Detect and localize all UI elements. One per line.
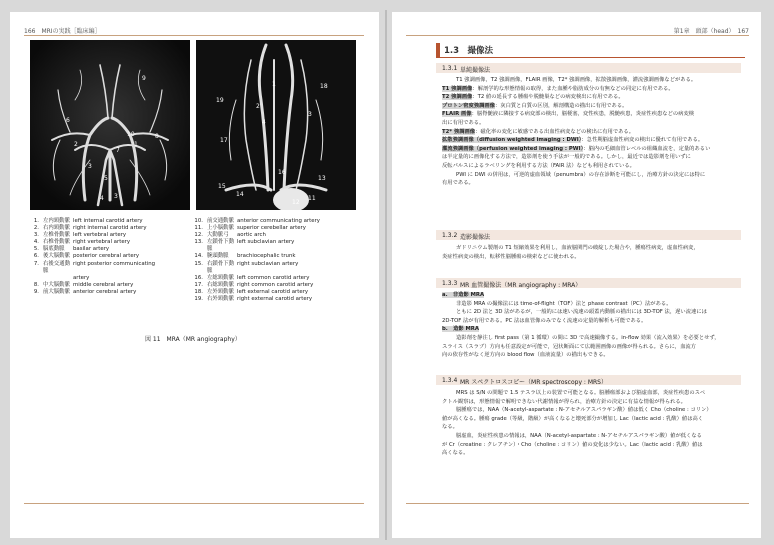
legend-en: left subclavian artery bbox=[237, 239, 295, 246]
legend-en: basilar artery bbox=[73, 246, 110, 253]
subsection-body bbox=[442, 291, 738, 360]
fig2-label: 2 bbox=[256, 103, 260, 110]
text-line bbox=[442, 317, 738, 326]
mra-head-image bbox=[30, 40, 190, 210]
term-highlight: a. 非造影 MRA bbox=[442, 292, 485, 298]
legend-en: brachiocephalic trunk bbox=[237, 253, 296, 260]
subsection-title: MR スペクトロスコピー（MR spectroscopy : MRS） bbox=[460, 379, 607, 386]
legend-row bbox=[30, 275, 183, 282]
legend-en: left vertebral artery bbox=[73, 232, 127, 239]
figure-caption: 図 11 MRA（MR angiography） bbox=[145, 336, 241, 343]
legend-number: 5. bbox=[33, 246, 39, 253]
term-highlight: T1 強調画像 bbox=[442, 85, 473, 92]
fig1-label: 8 bbox=[155, 133, 159, 140]
header-rule bbox=[24, 35, 364, 36]
legend-number bbox=[30, 275, 39, 282]
legend-list-2 bbox=[194, 218, 347, 303]
legend-row bbox=[194, 289, 347, 296]
subsection-header bbox=[436, 375, 741, 385]
text-line bbox=[442, 406, 738, 415]
legend-number: 19. bbox=[194, 296, 203, 303]
fig1-label: 1 bbox=[134, 141, 138, 148]
line-text: 反転パルスによるラベリングを利用する方法（FAIR 法）なども利用されている。 bbox=[442, 162, 635, 169]
legend-number: 16. bbox=[194, 274, 203, 281]
legend-en: right common carotid artery bbox=[237, 281, 314, 288]
line-text: ともに 2D 法と 3D 法があるが，一般的には速い流速の頭蓋内動脈の描出には 3D-TOF 法，遅い流速には bbox=[456, 309, 707, 316]
text-line bbox=[442, 110, 738, 119]
subsection-number: 1.3.4 bbox=[442, 377, 458, 384]
line-text: ガドリニウム製剤の T1 短縮効果を利用し，血液脳関門の破綻した場合や，腫瘍性病変，虚血性病変， bbox=[456, 245, 699, 251]
subsection-body bbox=[442, 76, 738, 188]
line-text: 炎症性病変の検出，転移性脳腫瘍の検索などに使われる。 bbox=[442, 253, 580, 260]
legend-en: posterior cerebral artery bbox=[73, 253, 140, 260]
section-title: 1.3 撮像法 bbox=[444, 46, 494, 56]
left-running-header: 166 MRIの実践［臨床編］ bbox=[24, 28, 101, 35]
text-line bbox=[442, 119, 738, 128]
line-text: 有用である。 bbox=[442, 180, 474, 187]
line-text: ：脳内の毛細血管レベルの組織血流を，定量的あるい bbox=[583, 145, 711, 152]
text-line bbox=[442, 423, 738, 432]
text-line bbox=[442, 325, 738, 334]
legend-ja: 後大脳動脈 bbox=[43, 253, 70, 260]
term-highlight: b. 造影 MRA bbox=[442, 326, 479, 333]
line-text: ：解剖学的な形態情報の取得，また血腫や脂肪成分の有無などの同定に有用である。 bbox=[472, 85, 674, 92]
line-text: MRS は S/N の問題で 1.5 テスラ以上の装置で可能となる。脳腫瘍部および脳虚血部，炎症性疾患のスペ bbox=[456, 390, 706, 396]
text-line bbox=[442, 343, 738, 352]
legend-number: 12. bbox=[194, 232, 203, 239]
text-line bbox=[442, 128, 738, 137]
legend-number: 8. bbox=[33, 281, 39, 288]
legend-en: right vertebral artery bbox=[73, 239, 131, 246]
text-line bbox=[442, 415, 738, 424]
line-text: 高くなる。 bbox=[442, 450, 469, 457]
text-line bbox=[442, 398, 738, 407]
legend-ja: 前大脳動脈 bbox=[43, 288, 70, 295]
fig1-label: 6 bbox=[66, 117, 70, 124]
subsection-body bbox=[442, 244, 738, 261]
line-text: は半定量的に画像化する方法で，造影剤を使う手法が一般的である。しかし，最近では造影剤を用いずに bbox=[442, 154, 691, 161]
right-page bbox=[392, 12, 761, 538]
legend-number: 13. bbox=[194, 239, 203, 246]
legend-ja: 脳底動脈 bbox=[43, 246, 65, 253]
footer-rule bbox=[24, 503, 364, 504]
line-text: ：灰白質と白質の区別，解剖構造の描出に有用である。 bbox=[494, 102, 628, 109]
text-line bbox=[442, 153, 738, 162]
term-highlight: 灌流強調画像（perfusion weighted imaging : PWI） bbox=[442, 145, 584, 152]
legend-row bbox=[194, 296, 347, 303]
legend-en: superior cerebellar artery bbox=[237, 225, 306, 232]
line-text: 脳虚血，炎症性疾患の情報は，NAA（N-acetyl-aspartate : N-アセチルアスパラギン酸）値が低くなる bbox=[456, 432, 702, 439]
legend-ja bbox=[43, 275, 73, 282]
fig2-label: 14 bbox=[236, 191, 244, 198]
footer-rule bbox=[406, 503, 749, 504]
subsection-number: 1.3.1 bbox=[442, 65, 458, 72]
line-text: 脳腫瘍では，NAA（N-acetyl-aspartate : N-アセチルアスパラギン酸）値は低く Cho（choline : コリン） bbox=[456, 407, 712, 414]
left-page bbox=[10, 12, 379, 538]
legend-en: anterior cerebral artery bbox=[73, 288, 137, 295]
fig2-label: 4 bbox=[262, 119, 266, 126]
legend-ja: 上小脳動脈 bbox=[207, 225, 234, 232]
fig1-label: 9 bbox=[142, 75, 146, 82]
fig2-label: 19 bbox=[216, 97, 224, 104]
legend-en: right posterior communicating bbox=[73, 260, 156, 267]
book-spine bbox=[385, 10, 387, 540]
legend-en: right external carotid artery bbox=[237, 296, 313, 303]
legend-ja: 中大脳動脈 bbox=[43, 281, 70, 288]
subsection-header bbox=[436, 63, 741, 73]
legend-row bbox=[194, 261, 347, 275]
legend-number: 15. bbox=[194, 260, 203, 267]
line-text: ：脳脊髄液に隣接する病変部の検出，脳梗塞，変性疾患，脱髄疾患，炎症性疾患などの病変検 bbox=[471, 111, 695, 118]
legend-row bbox=[194, 239, 347, 253]
legend-en: artery bbox=[73, 274, 90, 281]
subsection-header bbox=[436, 278, 741, 288]
line-text: 2D-TOF 法が有用である。PC 法は血管像のみでなく流速の定量的解析も可能である。 bbox=[442, 317, 647, 324]
text-line bbox=[442, 351, 738, 360]
line-text: ：T2 値の延長する腫瘍や脱髄巣などの病変検出に有用である。 bbox=[472, 94, 624, 101]
legend-number: 1. bbox=[33, 218, 39, 224]
legend-number: 2. bbox=[33, 225, 39, 232]
fig1-label: 7 bbox=[116, 147, 120, 154]
legend-en: right internal carotid artery bbox=[73, 225, 147, 232]
legend-row bbox=[30, 282, 183, 289]
line-text: 非造影 MRA の撮像法には time-of-flight（TOF）法と phase contrast（PC）法がある。 bbox=[456, 300, 672, 307]
fig2-label: 12 bbox=[292, 199, 300, 206]
legend-number: 11. bbox=[194, 225, 203, 232]
subsection-title: MR 血管撮像法（MR angiography : MRA） bbox=[460, 282, 582, 289]
fig1-label: 3 bbox=[88, 163, 92, 170]
legend-list-1 bbox=[30, 218, 183, 296]
right-running-header: 第1章 頭部（head） 167 bbox=[673, 28, 749, 35]
legend-en: left external carotid artery bbox=[237, 288, 309, 295]
legend-ja: 右椎骨動脈 bbox=[43, 239, 70, 246]
legend-en: right subclavian artery bbox=[237, 260, 299, 267]
legend-number: 17. bbox=[194, 281, 203, 288]
legend-en: aortic arch bbox=[237, 232, 266, 239]
legend-row bbox=[30, 261, 183, 275]
fig1-label: 5 bbox=[104, 175, 108, 182]
subsection-number: 1.3.2 bbox=[442, 232, 458, 239]
fig2-label: 1 bbox=[272, 81, 276, 88]
legend-row bbox=[30, 253, 183, 260]
legend-ja: 右後交通動脈 bbox=[43, 260, 70, 274]
legend-ja: 左鎖骨下動脈 bbox=[207, 239, 234, 253]
line-text: なる。 bbox=[442, 424, 458, 431]
text-line bbox=[442, 449, 738, 458]
text-line bbox=[442, 76, 738, 85]
subsection-title: 単純撮像法 bbox=[460, 67, 491, 74]
text-line bbox=[442, 85, 738, 94]
fig2-label: 3 bbox=[308, 111, 312, 118]
text-line bbox=[442, 432, 738, 441]
text-line bbox=[442, 300, 738, 309]
legend-ja: 左外頸動脈 bbox=[207, 288, 234, 295]
fig2-label: 13 bbox=[318, 175, 326, 182]
section-heading bbox=[436, 43, 745, 58]
legend-number: 7. bbox=[33, 260, 39, 267]
legend-number: 6. bbox=[33, 253, 39, 260]
subsection-title: 造影撮像法 bbox=[460, 234, 491, 241]
legend-row bbox=[194, 253, 347, 260]
legend-ja: 左椎骨動脈 bbox=[43, 232, 70, 239]
subsection-body bbox=[442, 389, 738, 458]
legend-ja: 右外頸動脈 bbox=[207, 296, 234, 303]
line-text: 向の依存性がなく逆方向の blood flow（血液流量）の描出もできる。 bbox=[442, 352, 609, 359]
text-line bbox=[442, 291, 738, 300]
legend-row bbox=[194, 275, 347, 282]
legend-ja: 前交通動脈 bbox=[207, 218, 234, 224]
line-text: 出に有用である。 bbox=[442, 119, 485, 126]
text-line bbox=[442, 145, 738, 154]
fig2-label: 17 bbox=[220, 137, 228, 144]
term-highlight: プロトン密度強調画像 bbox=[442, 102, 495, 109]
fig1-label: 2 bbox=[74, 141, 78, 148]
legend-ja: 左総頸動脈 bbox=[207, 274, 234, 281]
legend-ja: 大動脈弓 bbox=[207, 232, 229, 239]
legend-en: left common carotid artery bbox=[237, 274, 310, 281]
subsection-header bbox=[436, 230, 741, 240]
legend-ja: 右総頸動脈 bbox=[207, 281, 234, 288]
legend-number: 3. bbox=[33, 232, 39, 239]
legend-number: 10. bbox=[194, 218, 203, 224]
fig2-label: 11 bbox=[308, 195, 316, 202]
text-line bbox=[442, 244, 738, 253]
fig2-label: 15 bbox=[218, 183, 226, 190]
text-line bbox=[442, 162, 738, 171]
term-highlight: T2 強調画像 bbox=[442, 94, 473, 101]
legend-ja: 左内頸動脈 bbox=[43, 218, 70, 224]
fig1-label: 10 bbox=[127, 131, 135, 138]
legend-number: 18. bbox=[194, 288, 203, 295]
line-text: T1 強調画像，T2 強調画像，FLAIR 画像，T2* 強調画像，拡散強調画像，灌流強調画像などがある。 bbox=[456, 77, 697, 83]
legend-ja: 右鎖骨下動脈 bbox=[207, 260, 234, 274]
subsection-number: 1.3.3 bbox=[442, 280, 458, 287]
line-text: 造影剤を静注し first pass（第 1 循環）の間に 3D で高速撮像する。in-flow 効果（流入効果）を必要とせず， bbox=[456, 334, 720, 341]
text-line bbox=[442, 253, 738, 262]
header-rule bbox=[406, 35, 749, 36]
line-text: が Cr（creatine : クレアチン）・Cho（choline : コリン）値の変化は少ない。Lac（lactic acid : 乳酸）値は bbox=[442, 441, 703, 448]
line-text: ：磁化率の変化に敏感である出血性病変などの検出に有用である。 bbox=[475, 128, 635, 135]
line-text: PWI に DWI の併用は，可逆的虚血領域（penumbra）の存在診断を可能にし，治療方針の決定には特に bbox=[456, 171, 706, 178]
legend-number: 4. bbox=[33, 239, 39, 246]
legend-number: 14. bbox=[194, 253, 203, 260]
text-line bbox=[442, 334, 738, 343]
fig1-label: 3 bbox=[114, 193, 118, 200]
text-line bbox=[442, 308, 738, 317]
legend-ja: 右内頸動脈 bbox=[43, 225, 70, 232]
legend-row bbox=[30, 289, 183, 296]
line-text: スライス（スラブ）方向も任意設定が可能で，冠状断面にて広範囲画像の画像が得られる。さらに，血流方 bbox=[442, 343, 696, 350]
legend-row bbox=[194, 282, 347, 289]
fig1-label: 4 bbox=[100, 195, 104, 202]
legend-en: anterior communicating artery bbox=[237, 218, 320, 224]
text-line bbox=[442, 179, 738, 188]
text-line bbox=[442, 171, 738, 180]
mra-neck-image bbox=[196, 40, 356, 210]
line-text: ：急性期脳虚血性病変の検出に優れて有用である。 bbox=[581, 137, 704, 144]
text-line bbox=[442, 389, 738, 398]
line-text: 値が高くなる。腫瘍 grade（等級，階級）が高くなると壊死部分が増加し Lac（lactic acid : 乳酸）値は高く bbox=[442, 415, 704, 422]
fig2-label: 16 bbox=[278, 169, 286, 176]
term-highlight: FLAIR 画像 bbox=[442, 111, 472, 118]
line-text: クトル観察は，形態情報で解明できない代謝情報が得られ，治療方針の決定に有益な情報が得られる。 bbox=[442, 398, 686, 405]
fig2-label: 18 bbox=[320, 83, 328, 90]
legend-ja: 腕頭動脈 bbox=[207, 253, 229, 260]
legend-number: 9. bbox=[33, 288, 39, 295]
term-highlight: 拡散強調画像（diffusion weighted imaging : DWI） bbox=[442, 137, 582, 144]
text-line bbox=[442, 102, 738, 111]
text-line bbox=[442, 441, 738, 450]
legend-en: middle cerebral artery bbox=[73, 281, 134, 288]
text-line bbox=[442, 136, 738, 145]
legend-en: left internal carotid artery bbox=[73, 218, 143, 224]
term-highlight: T2* 強調画像 bbox=[442, 128, 476, 135]
text-line bbox=[442, 93, 738, 102]
